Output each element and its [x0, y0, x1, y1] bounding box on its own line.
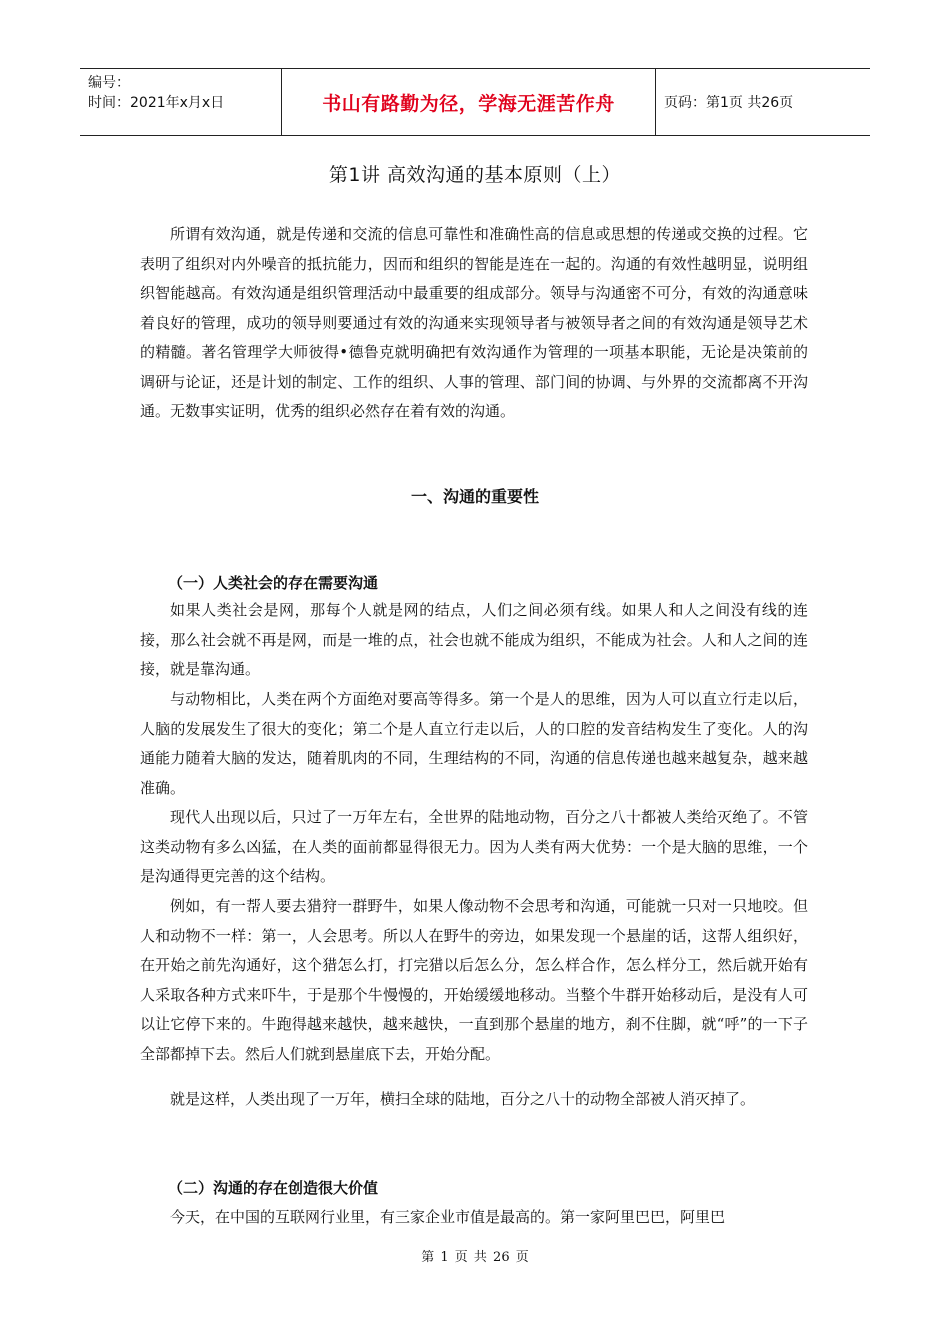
document-time-label: 时间：2021年x月x日 — [88, 95, 225, 111]
document-title: 第1讲 高效沟通的基本原则（上） — [328, 164, 622, 186]
header-meta-cell — [80, 69, 282, 135]
subsection-heading-society: （一）人类社会的存在需要沟通 — [168, 574, 379, 592]
paragraph: 例如，有一帮人要去猎狩一群野牛，如果人像动物不会思考和沟通，可能就一只对一只地咬。但人和动物不一样：第一，人会思考。所以人在野牛的旁边，如果发现一个悬崖的话，这帮人组织好，在开始之前先沟通好，这个猎怎么打，打完猎以后怎么分，怎么样合作，怎么样分工，然后就开始有人采取各种方式来吓牛，于是那个牛慢慢的，开始缓缓地移动。当整个牛群开始移动后，是没有人可以让它停下来的。牛跑得越来越快，越来越快，一直到那个悬崖的地方，刹不住脚，就“呼”的一下子全部都掉下去。然后人们就到悬崖底下去，开始分配。 — [140, 897, 808, 1063]
section-heading-importance: 一、沟通的重要性 — [410, 487, 539, 506]
header-page-info: 页码：第1页 共26页 — [664, 95, 794, 111]
header-motto: 书山有路勤为径，学海无涯苦作舟 — [282, 69, 656, 135]
page-footer: 第 1 页 共 26 页 — [421, 1250, 529, 1265]
paragraph: 与动物相比，人类在两个方面绝对要高等得多。第一个是人的思维，因为人可以直立行走以后，人脑的发展发生了很大的变化；第二个是人直立行走以后，人的口腔的发音结构发生了变化。人的沟通能力随着大脑的发达，随着肌肉的不同，生理结构的不同，沟通的信息传递也越来越复杂，越来越准确。 — [140, 690, 808, 797]
header-table — [80, 68, 870, 136]
paragraph: 就是这样，人类出现了一万年，横扫全球的陆地，百分之八十的动物全部被人消灭掉了。 — [170, 1090, 756, 1108]
intro-paragraph: 所谓有效沟通，就是传递和交流的信息可靠性和准确性高的信息或思想的传递或交换的过程。它表明了组织对内外噪音的抵抗能力，因而和组织的智能是连在一起的。沟通的有效性越明显，说明组织智能越高。有效沟通是组织管理活动中最重要的组成部分。领导与沟通密不可分，有效的沟通意味着良好的管理，成功的领导则要通过有效的沟通来实现领导者与被领导者之间的有效沟通是领导艺术的精髓。著名管理学大师彼得•德鲁克就明确把有效沟通作为管理的一项基本职能，无论是决策前的调研与论证，还是计划的制定、工作的组织、人事的管理、部门间的协调、与外界的交流都离不开沟通。无数事实证明，优秀的组织必然存在着有效的沟通。 — [140, 225, 808, 420]
subsection-heading-value: （二）沟通的存在创造很大价值 — [168, 1179, 379, 1197]
paragraph: 现代人出现以后，只过了一万年左右，全世界的陆地动物，百分之八十都被人类给灭绝了。不管这类动物有多么凶猛，在人类的面前都显得很无力。因为人类有两大优势：一个是大脑的思维，一个是沟通得更完善的这个结构。 — [140, 808, 808, 885]
document-number-label: 编号： — [88, 75, 130, 91]
paragraph: 今天，在中国的互联网行业里，有三家企业市值是最高的。第一家阿里巴巴，阿里巴 — [170, 1208, 726, 1226]
paragraph: 如果人类社会是网，那每个人就是网的结点，人们之间必须有线。如果人和人之间没有线的连接，那么社会就不再是网，而是一堆的点，社会也就不能成为组织，不能成为社会。人和人之间的连接，就是靠沟通。 — [140, 601, 808, 678]
